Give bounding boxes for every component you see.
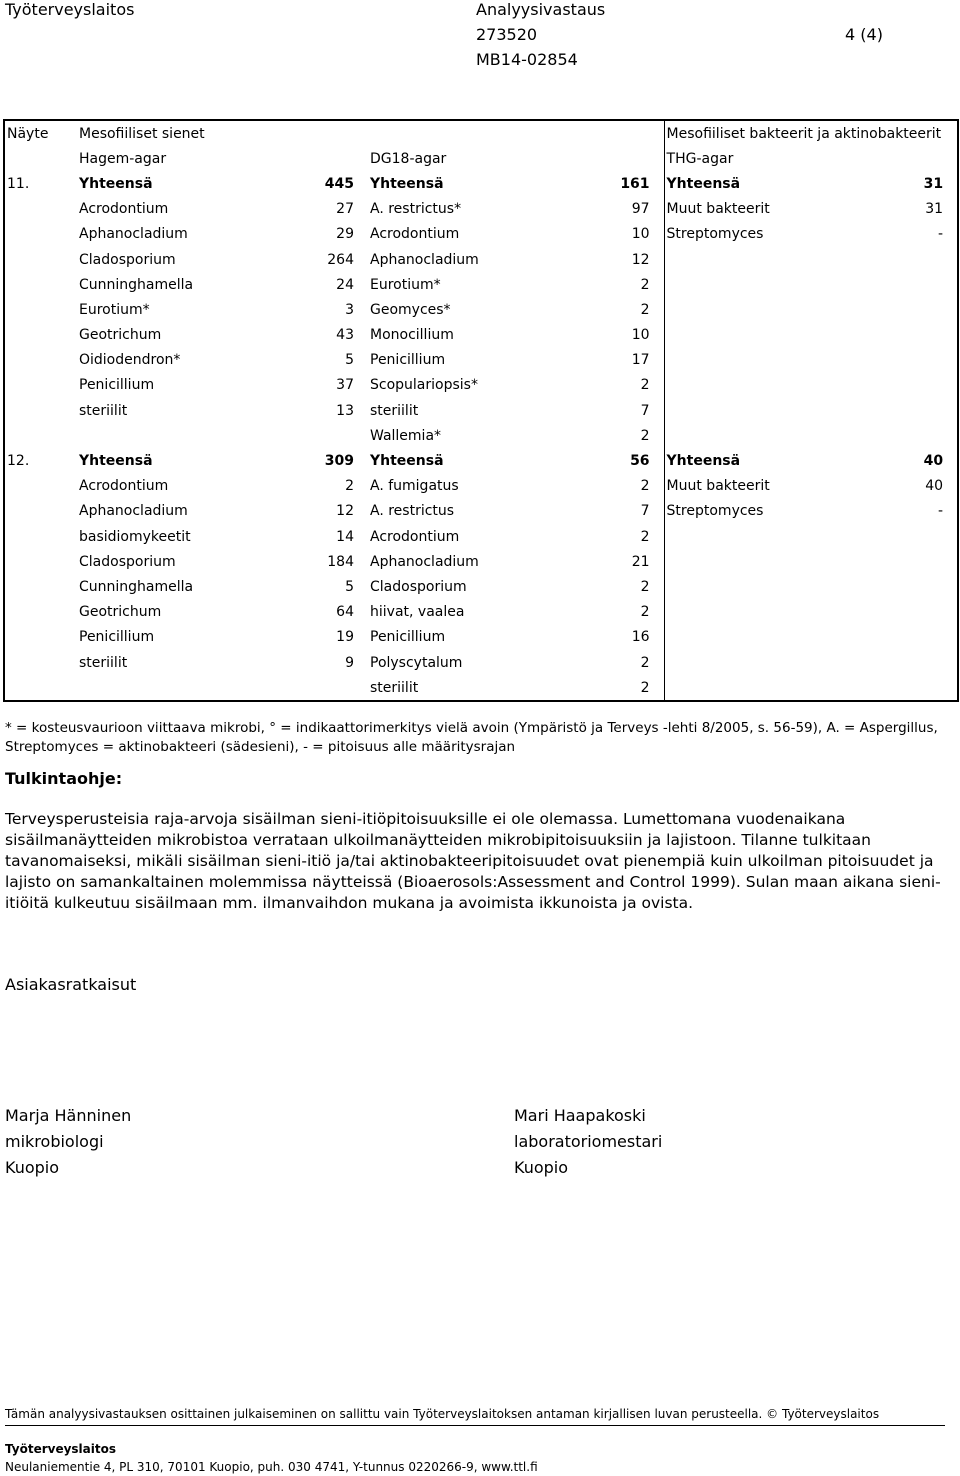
table-row <box>4 197 958 222</box>
table-row <box>4 247 958 272</box>
table-row <box>4 398 958 423</box>
table-row <box>4 297 958 322</box>
table-row <box>4 600 958 625</box>
hagem-count: 2 <box>345 478 354 495</box>
thg-species <box>664 373 844 398</box>
thg-count <box>844 398 958 423</box>
table-row <box>4 574 958 599</box>
table-row <box>4 171 958 196</box>
dg18-count: 10 <box>631 226 650 243</box>
dg18-species: steriilit <box>370 679 419 696</box>
dg18-species: steriilit <box>370 402 419 419</box>
thg-species: Yhteensä <box>664 448 844 473</box>
hagem-count: 37 <box>336 377 354 394</box>
thg-count <box>844 675 958 701</box>
thg-species <box>664 348 844 373</box>
hagem-count: 19 <box>336 629 354 646</box>
table-header-row <box>4 120 958 146</box>
hagem-count: 5 <box>345 352 354 369</box>
dg18-species: Geomyces* <box>370 301 451 318</box>
bacteria-column-header: Mesofiiliset bakteerit ja aktinobakteerit <box>664 120 958 146</box>
thg-species <box>664 574 844 599</box>
table-row <box>4 348 958 373</box>
thg-count <box>844 524 958 549</box>
sample-number <box>4 474 77 499</box>
medium-hagem: Hagem-agar <box>79 150 167 167</box>
table-row <box>4 222 958 247</box>
dg18-species: Wallemia* <box>370 427 442 444</box>
thg-count: 31 <box>925 201 944 218</box>
dg18-species: Yhteensä <box>370 175 444 192</box>
dg18-count: 2 <box>640 604 650 621</box>
hagem-count: 27 <box>336 201 354 218</box>
table-body <box>4 171 958 701</box>
table-row <box>4 650 958 675</box>
thg-species: Muut bakteerit <box>664 197 844 222</box>
hagem-species <box>77 675 257 701</box>
footnote: * = kosteusvaurioon viittaava mikrobi, ° = indikaattorimerkitys vielä avoin (Ympäristö ja Terveys -lehti 8/2005, s. 56-59), A. = Aspergillus, Streptomyces = aktinobakteeri (sädesieni), - = pitoisuus alle määritysrajan <box>5 720 938 755</box>
hagem-count: 64 <box>336 604 354 621</box>
hagem-count: 24 <box>336 276 354 293</box>
fungi-column-header: Mesofiiliset sienet <box>79 125 205 142</box>
medium-thg: THG-agar <box>664 146 958 171</box>
dg18-count: 10 <box>631 327 650 344</box>
table-row <box>4 448 958 473</box>
dg18-count: 2 <box>640 528 650 545</box>
hagem-count: 13 <box>336 402 354 419</box>
hagem-species: Geotrichum <box>79 327 162 344</box>
dg18-species: Eurotium* <box>370 276 441 293</box>
results-table <box>3 119 959 702</box>
thg-count: 40 <box>923 453 944 470</box>
footer-org: Työterveyslaitos <box>5 1442 116 1456</box>
sample-id: MB14-02854 <box>476 50 578 69</box>
thg-count <box>844 323 958 348</box>
thg-species <box>664 600 844 625</box>
media-header-row <box>4 146 958 171</box>
thg-species <box>664 524 844 549</box>
dg18-species: A. fumigatus <box>370 478 459 495</box>
dg18-species: Yhteensä <box>370 453 444 470</box>
sample-number: 11. <box>7 175 30 192</box>
thg-count: 40 <box>925 478 944 495</box>
hagem-species: basidiomykeetit <box>79 528 191 545</box>
thg-species <box>664 323 844 348</box>
dg18-species: Cladosporium <box>370 578 467 595</box>
dg18-count: 2 <box>640 276 650 293</box>
sample-number <box>4 524 77 549</box>
signer-title: mikrobiologi <box>5 1132 104 1151</box>
medium-dg18: DG18-agar <box>370 150 447 167</box>
footer-notice: Tämän analyysivastauksen osittainen julkaiseminen on sallittu vain Työterveyslaitoksen antaman kirjallisen luvan perusteella. © Työterveyslaitos <box>5 1407 945 1426</box>
table-row <box>4 272 958 297</box>
dg18-species: hiivat, vaalea <box>370 604 465 621</box>
thg-species: Muut bakteerit <box>664 474 844 499</box>
dg18-count: 16 <box>631 629 650 646</box>
thg-species: Streptomyces <box>664 222 844 247</box>
thg-species <box>664 297 844 322</box>
table-row <box>4 373 958 398</box>
hagem-count: 29 <box>336 226 354 243</box>
thg-species <box>664 549 844 574</box>
hagem-species: Acrodontium <box>79 478 169 495</box>
dg18-species: Aphanocladium <box>370 251 479 268</box>
thg-species <box>664 650 844 675</box>
table-row <box>4 323 958 348</box>
hagem-count: 3 <box>345 301 354 318</box>
hagem-species: Acrodontium <box>79 201 169 218</box>
footer-contact <box>5 1440 945 1476</box>
dg18-species: Scopulariopsis* <box>370 377 478 394</box>
interpretation-heading: Tulkintaohje: <box>5 769 123 788</box>
thg-species <box>664 272 844 297</box>
sample-number <box>4 625 77 650</box>
dg18-count: 2 <box>640 654 650 671</box>
dg18-species: Acrodontium <box>370 226 460 243</box>
dg18-count: 2 <box>640 478 650 495</box>
document-type: Analyysivastaus <box>476 0 606 19</box>
thg-count <box>844 574 958 599</box>
thg-count <box>844 650 958 675</box>
thg-species <box>664 423 844 448</box>
sample-number <box>4 423 77 448</box>
hagem-species: Cunninghamella <box>79 276 194 293</box>
sample-number <box>4 323 77 348</box>
hagem-species: Yhteensä <box>79 175 153 192</box>
hagem-count: 12 <box>336 503 354 520</box>
hagem-species: Aphanocladium <box>79 503 188 520</box>
dg18-count: 2 <box>640 679 650 696</box>
hagem-count: 309 <box>324 453 354 470</box>
sample-number <box>4 348 77 373</box>
hagem-species: Cladosporium <box>79 251 176 268</box>
hagem-species: Aphanocladium <box>79 226 188 243</box>
thg-count <box>844 600 958 625</box>
sample-column-header: Näyte <box>7 125 49 142</box>
hagem-species: Oidiodendron* <box>79 352 181 369</box>
hagem-count: 5 <box>345 578 354 595</box>
hagem-count: 14 <box>336 528 354 545</box>
dg18-species: Polyscytalum <box>370 654 463 671</box>
table-row <box>4 524 958 549</box>
report-number: 273520 <box>476 25 538 44</box>
thg-species <box>664 247 844 272</box>
dg18-count: 21 <box>631 553 650 570</box>
sample-number <box>4 549 77 574</box>
thg-count <box>844 625 958 650</box>
signer-name: Mari Haapakoski <box>514 1106 646 1125</box>
hagem-count: 43 <box>336 327 354 344</box>
footer-address: Neulaniementie 4, PL 310, 70101 Kuopio, puh. 030 4741, Y-tunnus 0220266-9, www.ttl.fi <box>5 1460 538 1474</box>
signer-title: laboratoriomestari <box>514 1132 663 1151</box>
table-row <box>4 675 958 701</box>
dg18-count: 17 <box>631 352 650 369</box>
dg18-count: 7 <box>640 402 650 419</box>
sample-number <box>4 197 77 222</box>
dg18-species: Aphanocladium <box>370 553 479 570</box>
sample-number: 12. <box>7 453 30 470</box>
sample-number <box>4 499 77 524</box>
table-row <box>4 474 958 499</box>
sample-number <box>4 373 77 398</box>
hagem-species: steriilit <box>79 654 128 671</box>
dg18-count: 2 <box>640 427 650 444</box>
hagem-species: Penicillium <box>79 629 155 646</box>
thg-species: Yhteensä <box>664 171 844 196</box>
dg18-species: A. restrictus <box>370 503 455 520</box>
signer-name: Marja Hänninen <box>5 1106 132 1125</box>
thg-count: 31 <box>923 175 944 192</box>
thg-count: - <box>938 226 944 243</box>
hagem-species: Cladosporium <box>79 553 176 570</box>
table-row <box>4 625 958 650</box>
dg18-species: Acrodontium <box>370 528 460 545</box>
hagem-species: Eurotium* <box>79 301 150 318</box>
thg-count <box>844 549 958 574</box>
dg18-species: Monocillium <box>370 327 454 344</box>
thg-species <box>664 675 844 701</box>
thg-count <box>844 423 958 448</box>
hagem-species: Cunninghamella <box>79 578 194 595</box>
thg-count: - <box>938 503 944 520</box>
sample-number <box>4 675 77 701</box>
hagem-species: Penicillium <box>79 377 155 394</box>
dg18-species: Penicillium <box>370 629 446 646</box>
hagem-species <box>77 423 257 448</box>
hagem-count: 445 <box>324 175 354 192</box>
thg-species <box>664 625 844 650</box>
dg18-count: 97 <box>631 201 650 218</box>
interpretation-text: Terveysperusteisia raja-arvoja sisäilman sieni-itiöpitoisuuksille ei ole olemassa. Lumettomana vuodenaikana sisäilmanäytteiden mikrobistoa verrataan ulkoilmanäytteiden mikrobipitoisuuksiin ja lajistoon. Tilanne tulkitaan tavanomaiseksi, mikäli sisäilman sieni-itiö ja/tai aktinobakteeripitoisuudet ovat pienempiä kuin ulkoilman pitoisuudet ja lajisto on samankaltainen molemmissa näytteissä (Bioaerosols:Assessment and Control 1999). Sulan maan aikana sieni-itiöitä kulkeutuu sisäilmaan mm. ilmanvaihdon mukana ja avoimista ikkunoista ja ovista. <box>5 810 941 912</box>
sample-number <box>4 272 77 297</box>
thg-count <box>844 348 958 373</box>
hagem-species: steriilit <box>79 402 128 419</box>
signer-city: Kuopio <box>5 1158 60 1177</box>
hagem-count <box>257 423 368 448</box>
table-row <box>4 423 958 448</box>
customer-solutions-label: Asiakasratkaisut <box>5 975 137 994</box>
dg18-count: 12 <box>631 251 650 268</box>
dg18-count: 161 <box>620 175 650 192</box>
page-number: 4 (4) <box>845 25 883 44</box>
dg18-species: A. restrictus* <box>370 201 462 218</box>
hagem-species: Yhteensä <box>79 453 153 470</box>
table-row <box>4 499 958 524</box>
sample-number <box>4 600 77 625</box>
sample-number <box>4 574 77 599</box>
sample-number <box>4 247 77 272</box>
dg18-species: Penicillium <box>370 352 446 369</box>
dg18-count: 7 <box>640 503 650 520</box>
thg-species: Streptomyces <box>664 499 844 524</box>
dg18-count: 2 <box>640 301 650 318</box>
signature-block-1 <box>5 1103 131 1181</box>
table-row <box>4 549 958 574</box>
thg-count <box>844 297 958 322</box>
hagem-count: 264 <box>327 251 354 268</box>
thg-count <box>844 272 958 297</box>
hagem-species: Geotrichum <box>79 604 162 621</box>
thg-count <box>844 247 958 272</box>
hagem-count: 184 <box>327 553 354 570</box>
thg-count <box>844 373 958 398</box>
hagem-count: 9 <box>345 654 354 671</box>
sample-number <box>4 650 77 675</box>
dg18-count: 2 <box>640 578 650 595</box>
signature-block-2 <box>514 1103 662 1181</box>
dg18-count: 56 <box>630 453 650 470</box>
dg18-count: 2 <box>640 377 650 394</box>
hagem-count <box>257 675 368 701</box>
sample-number <box>4 398 77 423</box>
thg-species <box>664 398 844 423</box>
org-name: Työterveyslaitos <box>5 0 135 19</box>
signer-city: Kuopio <box>514 1158 569 1177</box>
sample-number <box>4 297 77 322</box>
sample-number <box>4 222 77 247</box>
